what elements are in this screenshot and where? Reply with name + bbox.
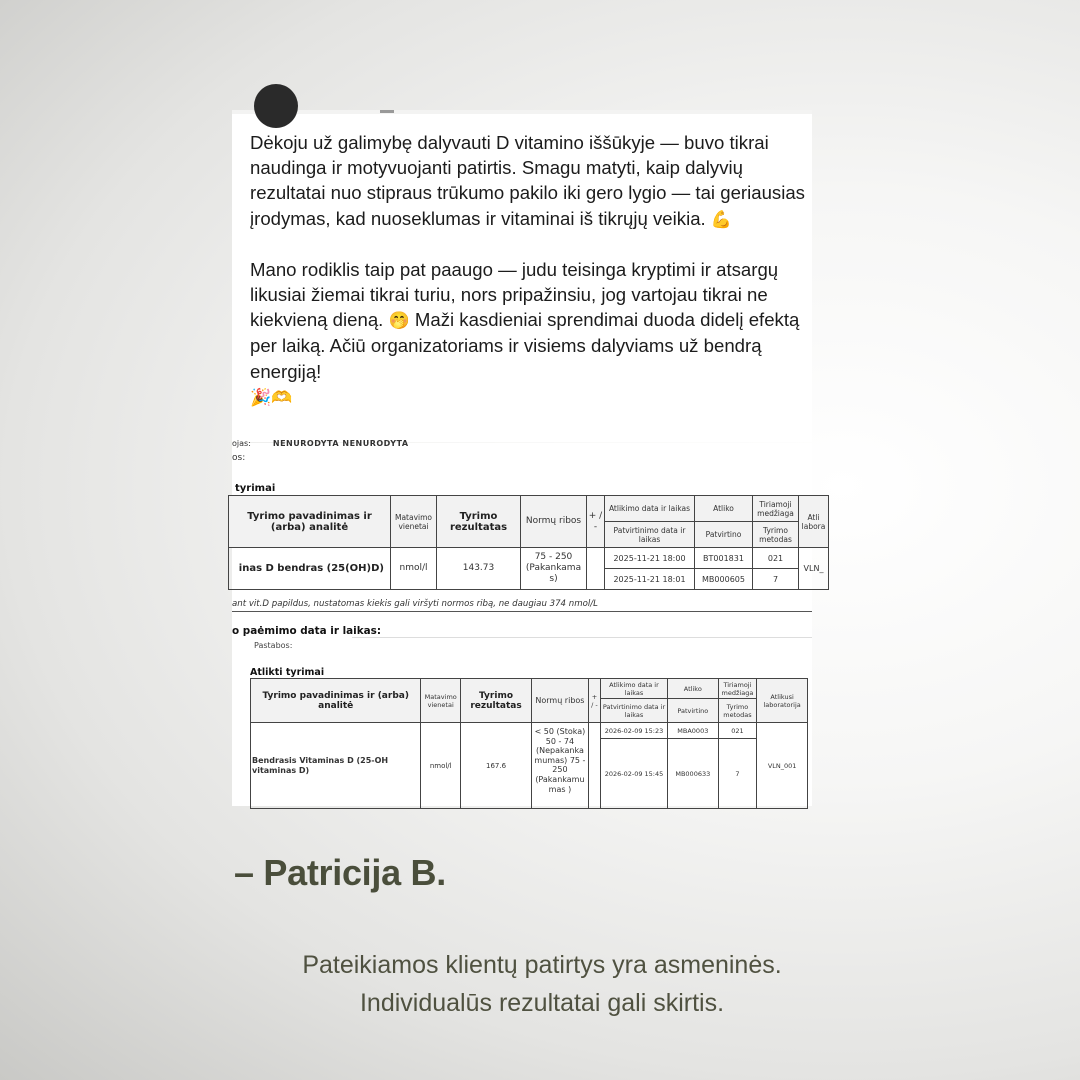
lab1-header-unit: Matavimo vienetai — [391, 496, 437, 548]
lab2-header-result: Tyrimo rezultatas — [461, 679, 532, 723]
lab2-cell-result: 167.6 — [461, 723, 532, 809]
lab2-header-name: Tyrimo pavadinimas ir (arba) analitė — [251, 679, 421, 723]
post-body — [250, 130, 810, 410]
lab1-header-lab: Atli labora — [799, 496, 829, 548]
lab2-cell-performed-date: 2026-02-09 15:23 — [601, 723, 668, 739]
lab2-header-confirmed-date: Patvirtinimo data ir laikas — [601, 699, 668, 723]
lab2-cell-confirmed-by: MB000633 — [667, 739, 718, 809]
lab2-header-material: Tiriamoji medžiaga — [718, 679, 757, 699]
lab2-header-performed-date: Atlikimo data ir laikas — [601, 679, 668, 699]
post-paragraph-2-text-b: Maži kasdieniai sprendimai duoda didelį efektą per laiką. Ačiū organizatoriams ir visiems dalyviams už bendrą energiją! — [250, 309, 800, 382]
lab2-cell-lab: VLN_001 — [757, 723, 808, 809]
disclaimer — [232, 946, 852, 1022]
lab1-header-material: Tiriamoji medžiaga — [753, 496, 799, 522]
lab1-divider — [352, 637, 812, 638]
lab2-notes-label: Pastabos: — [254, 641, 293, 650]
author-name-crop — [380, 110, 394, 113]
testimonial-attribution: – Patricija B. — [234, 852, 446, 893]
party-heart-hands-icon: 🎉🫶 — [250, 387, 293, 407]
lab1-cut-header — [232, 439, 409, 448]
disclaimer-line-2: Individualūs rezultatai gali skirtis. — [359, 989, 725, 1017]
post-top-strip — [232, 110, 812, 114]
lab2-header-lab: Atlikusi laboratorija — [757, 679, 808, 723]
lab1-cut-value: NENURODYTA NENURODYTA — [272, 439, 409, 448]
lab1-header-result: Tyrimo rezultatas — [437, 496, 521, 548]
lab1-cell-unit: nmol/l — [391, 548, 437, 590]
post-paragraph-1 — [250, 130, 810, 232]
lab-report-2-screenshot — [232, 640, 812, 806]
lab1-cell-result: 143.73 — [437, 548, 521, 590]
lab2-header-range: Normų ribos — [532, 679, 589, 723]
lab1-header-name: Tyrimo pavadinimas ir (arba) analitė — [229, 496, 391, 548]
lab2-results-table — [250, 678, 808, 809]
lab1-header-method: Tyrimo metodas — [753, 522, 799, 548]
lab2-section-title: Atlikti tyrimai — [250, 667, 325, 678]
lab1-cell-confirmed-by: MB000605 — [695, 569, 753, 590]
lab1-cell-flag — [587, 548, 605, 590]
lab2-header-performed-by: Atliko — [667, 679, 718, 699]
lab1-header-performed-by: Atliko — [695, 496, 753, 522]
lab1-section2-title: o paėmimo data ir laikas: — [232, 625, 381, 637]
lab1-cell-method: 7 — [753, 569, 799, 590]
lab2-cell-method: 7 — [718, 739, 757, 809]
lab1-cell-confirmed-date: 2025-11-21 18:01 — [605, 569, 695, 590]
lab1-header-confirmed-by: Patvirtino — [695, 522, 753, 548]
lab2-cell-unit: nmol/l — [421, 723, 461, 809]
lab1-results-table — [228, 495, 829, 590]
lab1-cell-lab: VLN_ — [799, 548, 829, 590]
lab1-section-title: tyrimai — [235, 483, 276, 494]
lab2-cell-confirmed-date: 2026-02-09 15:45 — [601, 739, 668, 809]
lab2-cell-range: < 50 (Stoka) 50 - 74 (Nepakanka mumas) 75 - 250 (Pakankamu mas ) — [532, 723, 589, 809]
testimonial-post-screenshot — [232, 110, 812, 442]
lab2-cell-name: Bendrasis Vitaminas D (25-OH vitaminas D) — [251, 723, 421, 809]
lab2-header-unit: Matavimo vienetai — [421, 679, 461, 723]
lab2-header-flag: + / - — [588, 679, 600, 723]
lab1-cut-os: os: — [232, 453, 246, 463]
lab2-header-confirmed-by: Patvirtino — [667, 699, 718, 723]
lab1-note: ant vit.D papildus, nustatomas kiekis gali viršyti normos ribą, ne daugiau 374 nmol/L — [232, 599, 812, 612]
lab1-cell-performed-by: BT001831 — [695, 548, 753, 569]
lab1-cut-label: ojas: — [232, 439, 251, 448]
flexed-biceps-icon: 💪 — [710, 209, 733, 229]
post-paragraph-1-text: Dėkoju už galimybę dalyvauti D vitamino iššūkyje — buvo tikrai naudinga ir motyvuojanti patirtis. Smagu matyti, kaip dalyvių rezultatai nuo stipraus trūkumo pakilo iki gero lygio — tai geriausias įrodymas, kad nuoseklumas ir vitaminai iš tikrųjų veikia. — [250, 132, 805, 229]
lab1-cell-performed-date: 2025-11-21 18:00 — [605, 548, 695, 569]
lab1-cell-material: 021 — [753, 548, 799, 569]
lab2-header-method: Tyrimo metodas — [718, 699, 757, 723]
lab1-header-performed-date: Atlikimo data ir laikas — [605, 496, 695, 522]
lab2-cell-material: 021 — [718, 723, 757, 739]
post-paragraph-2-text-a: Mano rodiklis taip pat paaugo — judu teisinga kryptimi ir atsargų likusiai žiemai tikrai turiu, nors pripažinsiu, jog vartojau tikrai ne kiekvieną dieną. — [250, 258, 779, 331]
lab2-cell-flag — [588, 723, 600, 809]
face-with-hand-over-mouth-icon: 🤭 — [388, 311, 410, 331]
post-paragraph-2 — [250, 257, 810, 410]
lab1-cell-range: 75 - 250 (Pakankama s) — [521, 548, 587, 590]
lab1-cell-name: inas D bendras (25(OH)D) — [229, 548, 391, 590]
lab1-header-range: Normų ribos — [521, 496, 587, 548]
disclaimer-line-1: Pateikiamos klientų patirtys yra asmeninės. — [302, 951, 782, 979]
lab1-header-flag: + / - — [587, 496, 605, 548]
lab2-cell-performed-by: MBA0003 — [667, 723, 718, 739]
lab1-header-confirmed-date: Patvirtinimo data ir laikas — [605, 522, 695, 548]
avatar — [254, 84, 298, 128]
lab-report-1-screenshot — [232, 439, 826, 643]
